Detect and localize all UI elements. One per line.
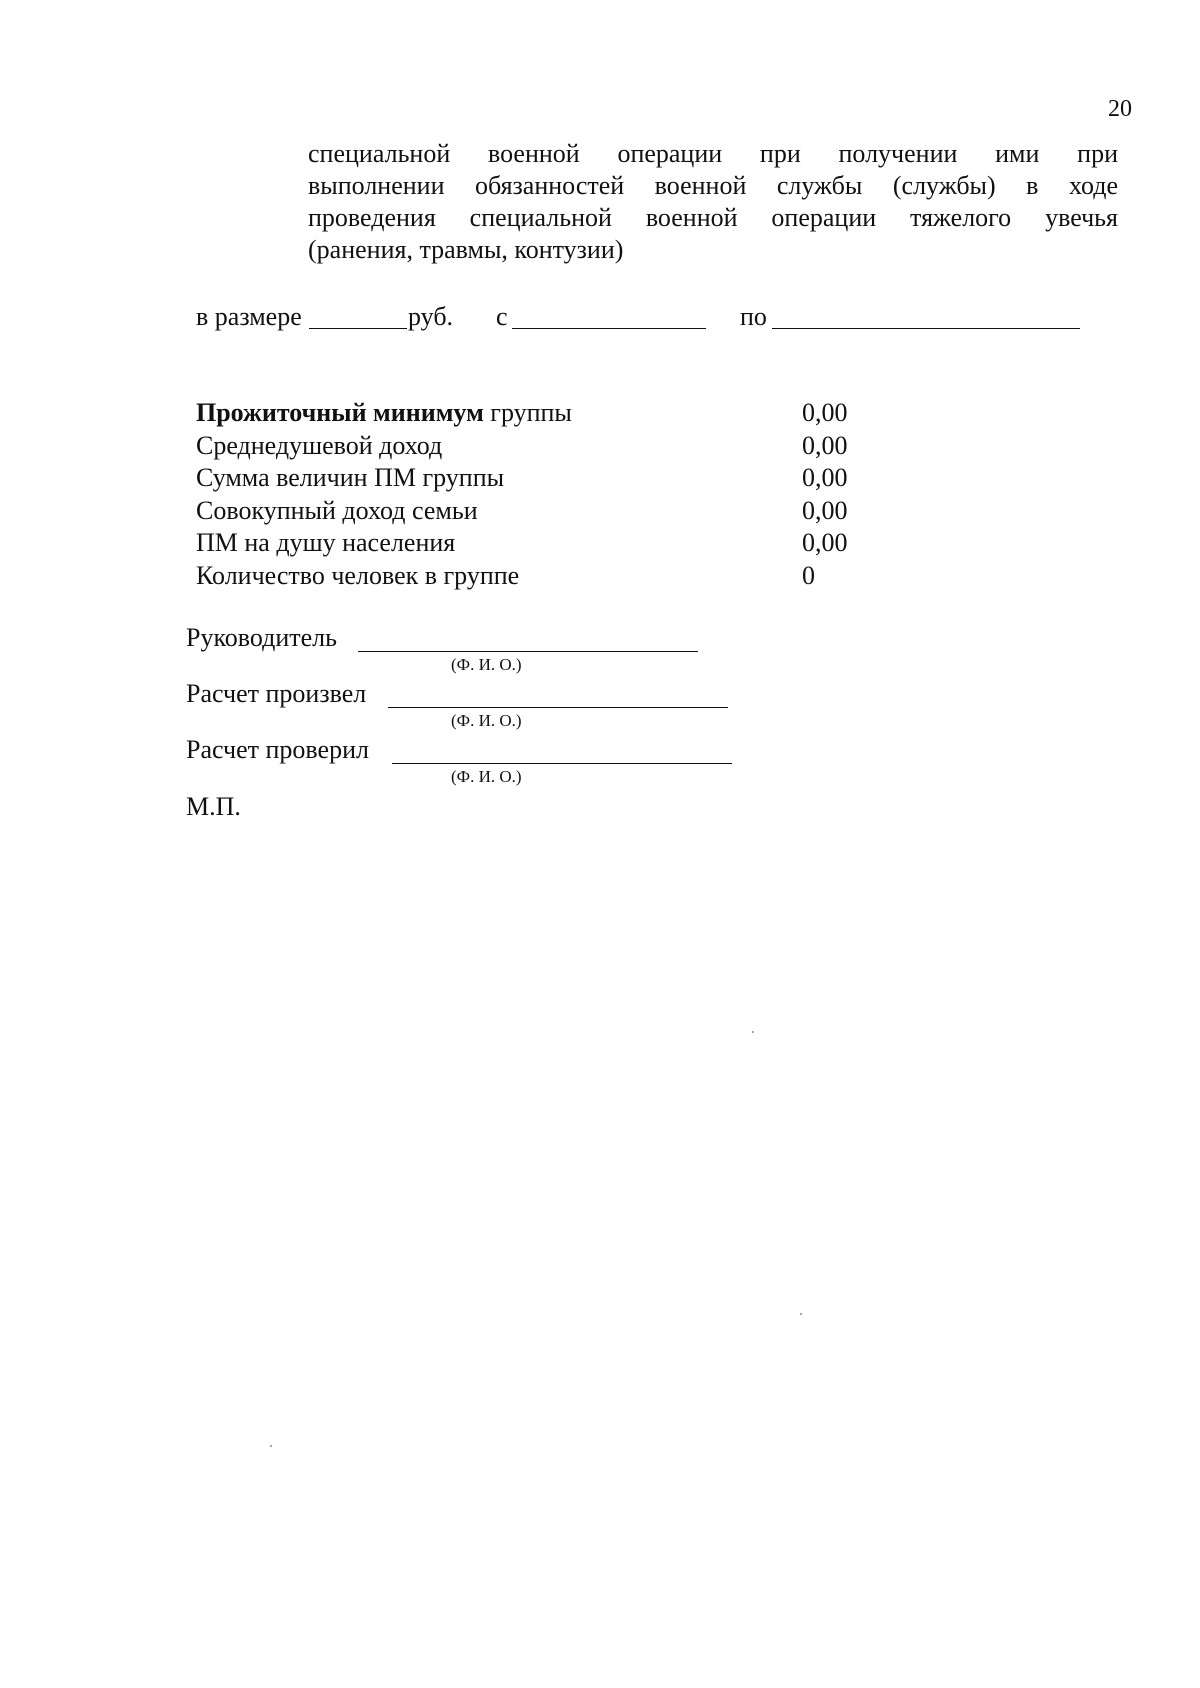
signature-checked [186, 735, 369, 765]
summary-label: ПМ на душу населения [196, 528, 456, 557]
signature-head [186, 623, 337, 653]
summary-value: 0,00 [802, 398, 848, 427]
signature-calculated-line [388, 683, 728, 708]
summary-label-bold: Прожиточный минимум [196, 398, 484, 427]
summary-label [196, 397, 572, 430]
signature-head-line [358, 627, 698, 652]
summary-row [196, 462, 896, 495]
intro-line: (ранения, травмы, контузии) [308, 235, 624, 264]
signature-head-label: Руководитель [186, 623, 337, 652]
fio-hint: (Ф. И. О.) [451, 655, 522, 674]
from-date-blank [512, 302, 706, 329]
amount-row [196, 302, 1096, 338]
summary-value: 0,00 [802, 528, 848, 557]
scan-speck [270, 1445, 272, 1447]
currency-label: руб. [408, 302, 454, 331]
signature-calculated [186, 679, 366, 709]
summary-label: Сумма величин ПМ группы [196, 463, 505, 492]
summary-row [196, 495, 896, 528]
signature-calculated-line-wrap [388, 679, 728, 711]
summary-label: Среднедушевой доход [196, 430, 443, 460]
intro-paragraph [308, 138, 1118, 266]
intro-line: выполнении обязанностей военной службы (службы) в ходе [308, 171, 1118, 200]
intro-line: специальной военной операции при получении ими при [308, 139, 1118, 168]
summary-table [196, 397, 896, 592]
summary-label-rest: группы [483, 398, 572, 427]
summary-value: 0,00 [802, 463, 848, 492]
summary-value: 0 [802, 560, 815, 590]
summary-label: Совокупный доход семьи [196, 495, 478, 525]
to-label: по [740, 302, 767, 331]
summary-label: Количество человек в группе [196, 560, 520, 590]
fio-hint: (Ф. И. О.) [451, 711, 522, 730]
stamp-place: М.П. [186, 792, 241, 821]
page-number: 20 [1108, 96, 1132, 122]
amount-prefix: в размере [196, 302, 302, 331]
summary-row [196, 560, 896, 593]
fio-hint: (Ф. И. О.) [451, 767, 522, 786]
scan-speck [752, 1031, 754, 1033]
scan-speck [800, 1313, 802, 1315]
amount-blank [309, 302, 407, 329]
summary-row [196, 527, 896, 560]
intro-line: проведения специальной военной операции тяжелого увечья [308, 203, 1118, 232]
signature-checked-line [392, 739, 732, 764]
signature-calculated-label: Расчет произвел [186, 679, 367, 708]
summary-row [196, 397, 896, 430]
signature-checked-line-wrap [392, 735, 732, 767]
to-date-blank [772, 302, 1080, 329]
summary-row [196, 430, 896, 463]
from-label: с [496, 302, 508, 331]
summary-value: 0,00 [802, 430, 848, 460]
signature-head-line-wrap [358, 623, 698, 655]
signature-checked-label: Расчет проверил [186, 735, 369, 764]
summary-value: 0,00 [802, 495, 848, 525]
